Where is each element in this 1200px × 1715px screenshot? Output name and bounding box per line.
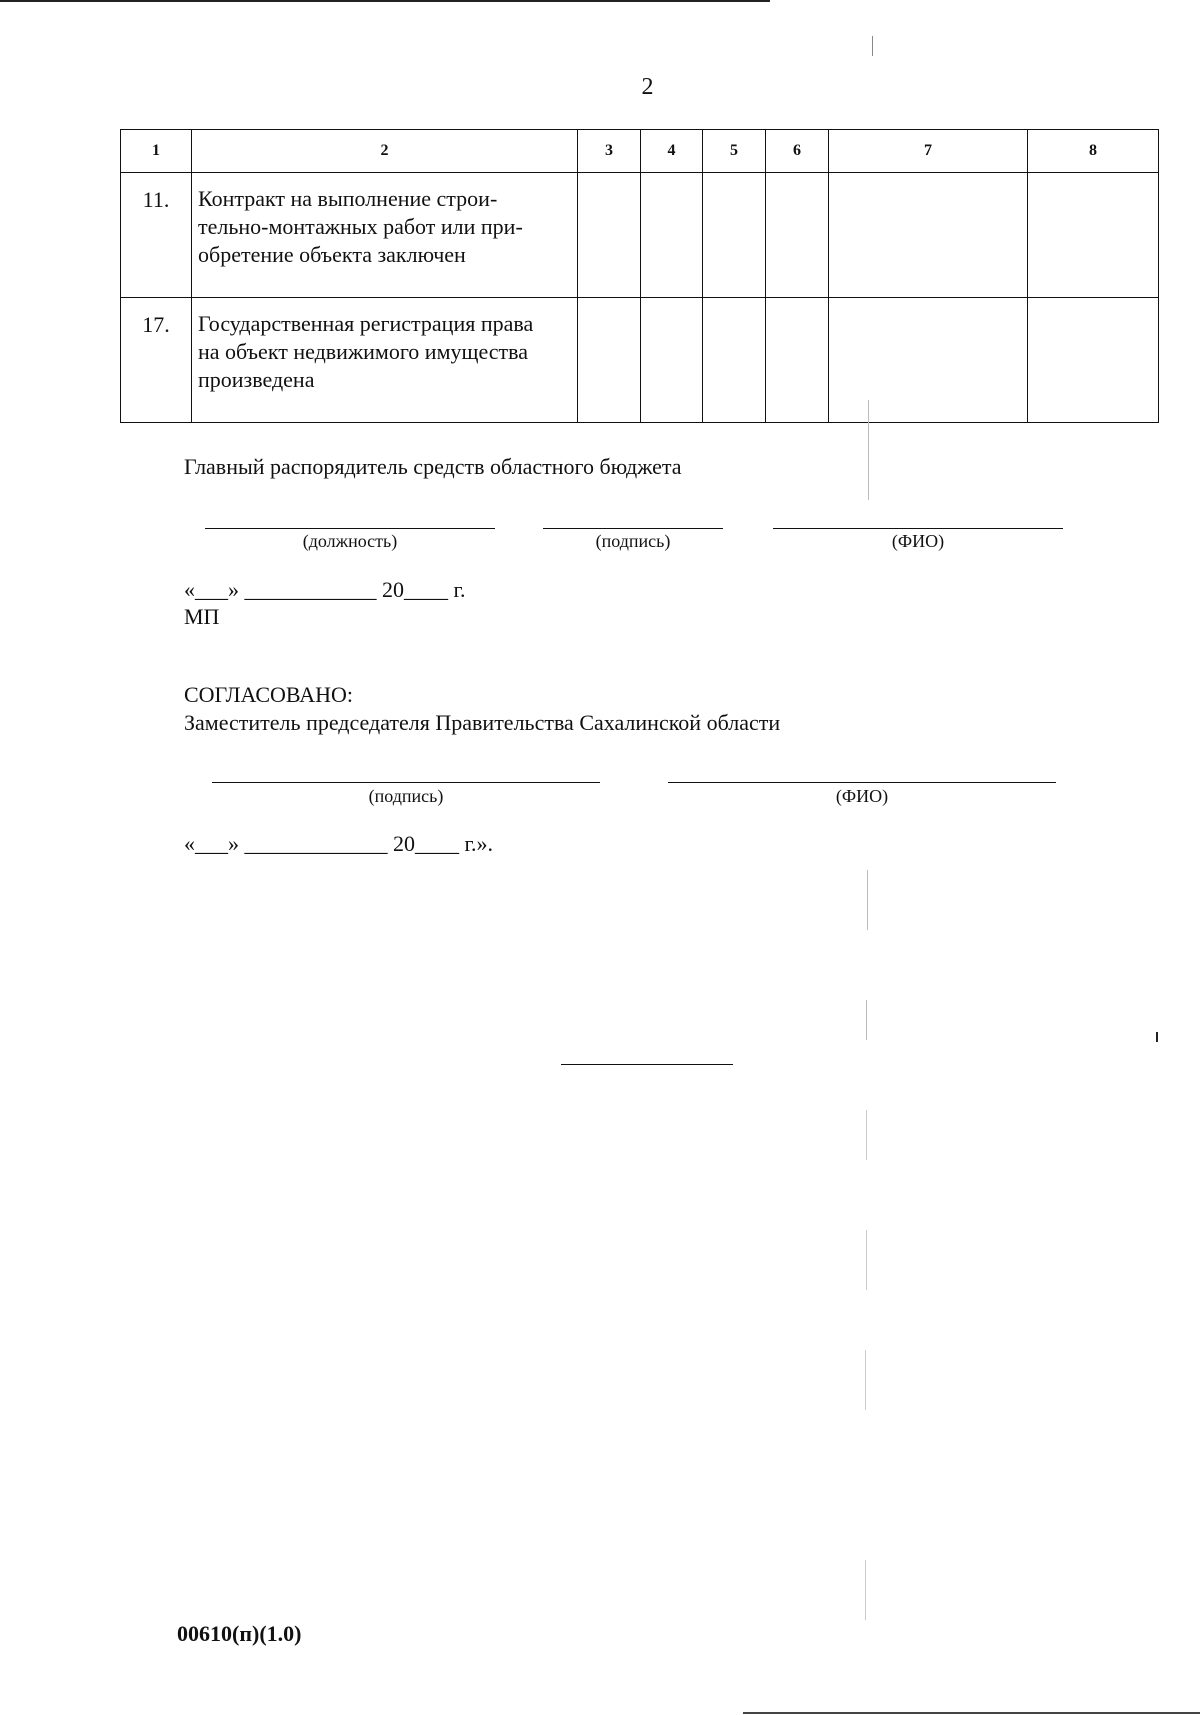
approval-caption-signature: (подпись) <box>368 786 444 806</box>
approval-signature-line <box>212 782 600 783</box>
scan-artifact <box>1156 1032 1158 1042</box>
scan-artifact <box>867 870 868 930</box>
table-cell <box>578 298 641 423</box>
stamp-mark: МП <box>184 604 220 629</box>
table-cell <box>1028 298 1159 423</box>
table-cell <box>829 298 1028 423</box>
scan-artifact <box>865 1560 866 1620</box>
approval-fio-line <box>668 782 1056 783</box>
scan-artifact <box>866 1230 867 1290</box>
table-header-cell: 6 <box>766 130 829 173</box>
signature-date-line: «___» ____________ 20____ г. <box>184 577 466 602</box>
table-cell <box>703 173 766 298</box>
table-cell <box>703 298 766 423</box>
row-description-line: тельно-монтажных работ или при- <box>198 214 523 239</box>
table-cell <box>829 173 1028 298</box>
closing-separator <box>561 1064 733 1065</box>
approval-caption-fio: (ФИО) <box>835 786 889 806</box>
scan-artifact <box>866 1000 867 1040</box>
table-cell <box>766 173 829 298</box>
table-row <box>121 173 1159 298</box>
signature-line <box>543 528 723 529</box>
fio-signature-line <box>773 528 1063 529</box>
scan-artifact <box>866 1110 867 1160</box>
row-number: 17. <box>121 298 192 423</box>
table-cell <box>641 173 703 298</box>
table-cell <box>766 298 829 423</box>
table-header-cell: 2 <box>192 130 578 173</box>
table-header-cell: 4 <box>641 130 703 173</box>
scan-artifact <box>865 1350 866 1410</box>
row-number: 11. <box>121 173 192 298</box>
table-row <box>121 298 1159 423</box>
table-cell <box>578 173 641 298</box>
table-cell <box>1028 173 1159 298</box>
table-header-cell: 7 <box>829 130 1028 173</box>
document-code: 00610(п)(1.0) <box>177 1621 302 1646</box>
table-cell <box>641 298 703 423</box>
position-signature-line <box>205 528 495 529</box>
caption-fio: (ФИО) <box>891 531 945 551</box>
caption-signature: (подпись) <box>595 531 671 551</box>
row-description-line: на объект недвижимого имущества <box>198 339 528 364</box>
row-description <box>192 173 578 298</box>
scan-artifact <box>868 400 869 500</box>
row-description-line: обретение объекта заключен <box>198 242 466 267</box>
table-header-cell: 1 <box>121 130 192 173</box>
table-header-cell: 3 <box>578 130 641 173</box>
approval-title: Заместитель председателя Правительства Сахалинской области <box>184 710 781 735</box>
table-header-row <box>121 130 1159 173</box>
scan-edge-line <box>743 1712 1200 1714</box>
row-description-line: Контракт на выполнение строи- <box>198 186 498 211</box>
page-number: 2 <box>641 74 654 100</box>
milestones-table <box>120 129 1159 423</box>
table-header-cell: 5 <box>703 130 766 173</box>
approval-heading: СОГЛАСОВАНО: <box>184 682 353 707</box>
signature-block-title: Главный распорядитель средств областного бюджета <box>184 454 682 479</box>
scan-edge-line <box>0 0 770 2</box>
scan-artifact <box>872 36 873 56</box>
row-description <box>192 298 578 423</box>
approval-date-line: «___» _____________ 20____ г.». <box>184 831 494 856</box>
table-header-cell: 8 <box>1028 130 1159 173</box>
row-description-line: произведена <box>198 367 315 392</box>
caption-position: (должность) <box>302 531 398 551</box>
row-description-line: Государственная регистрация права <box>198 311 534 336</box>
